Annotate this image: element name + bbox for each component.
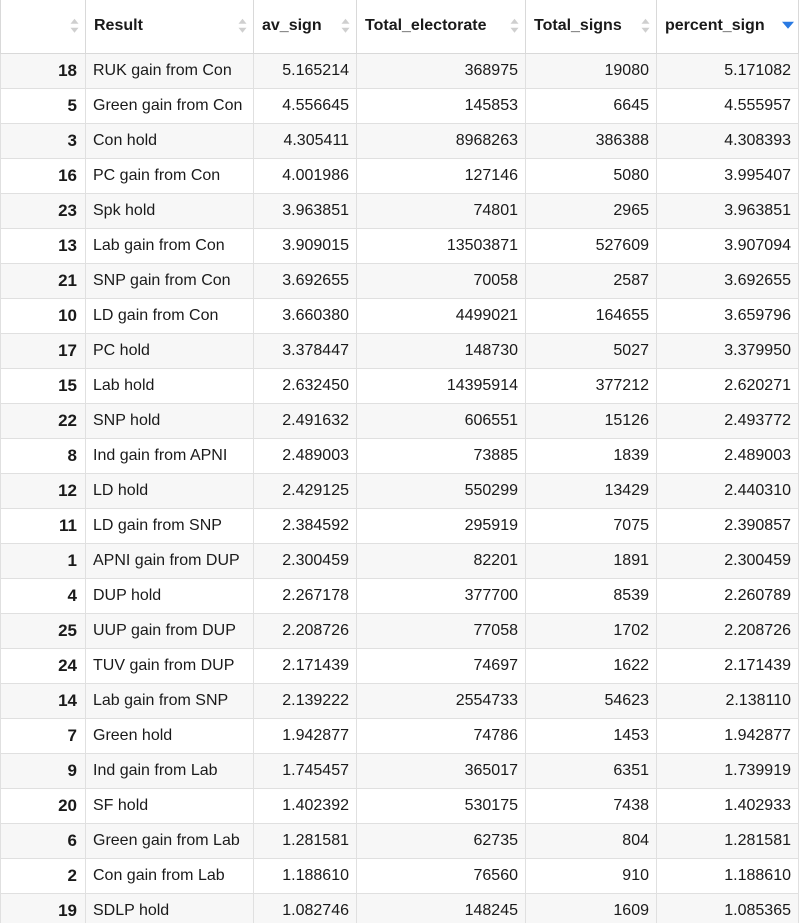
total-electorate-cell: 4499021 xyxy=(357,299,526,334)
table-row[interactable] xyxy=(1,54,799,89)
table-header xyxy=(1,0,799,54)
total-signs-cell: 164655 xyxy=(526,299,657,334)
table-row[interactable] xyxy=(1,194,799,229)
row-index: 9 xyxy=(1,754,86,789)
percent-sign-cell: 2.171439 xyxy=(657,649,799,684)
av-sign-cell: 3.692655 xyxy=(254,264,357,299)
result-cell: DUP hold xyxy=(86,579,254,614)
column-header-total-signs[interactable] xyxy=(526,0,657,54)
total-electorate-cell: 74801 xyxy=(357,194,526,229)
result-cell: Con hold xyxy=(86,124,254,159)
total-signs-cell: 1453 xyxy=(526,719,657,754)
av-sign-cell: 3.963851 xyxy=(254,194,357,229)
result-cell: LD gain from SNP xyxy=(86,509,254,544)
total-electorate-cell: 13503871 xyxy=(357,229,526,264)
row-index: 24 xyxy=(1,649,86,684)
percent-sign-cell: 1.739919 xyxy=(657,754,799,789)
total-electorate-cell: 70058 xyxy=(357,264,526,299)
total-electorate-cell: 2554733 xyxy=(357,684,526,719)
result-cell: Green gain from Lab xyxy=(86,824,254,859)
total-signs-cell: 5027 xyxy=(526,334,657,369)
result-cell: RUK gain from Con xyxy=(86,54,254,89)
result-cell: LD hold xyxy=(86,474,254,509)
sort-descending-icon[interactable] xyxy=(782,17,794,33)
result-cell: Ind gain from Lab xyxy=(86,754,254,789)
total-electorate-cell: 368975 xyxy=(357,54,526,89)
row-index: 1 xyxy=(1,544,86,579)
av-sign-cell: 1.745457 xyxy=(254,754,357,789)
percent-sign-cell: 3.963851 xyxy=(657,194,799,229)
row-index: 3 xyxy=(1,124,86,159)
total-electorate-cell: 14395914 xyxy=(357,369,526,404)
column-header-result[interactable] xyxy=(86,0,254,54)
header-row xyxy=(1,0,799,54)
percent-sign-cell: 1.281581 xyxy=(657,824,799,859)
percent-sign-cell: 1.942877 xyxy=(657,719,799,754)
result-cell: LD gain from Con xyxy=(86,299,254,334)
total-electorate-cell: 550299 xyxy=(357,474,526,509)
percent-sign-cell: 2.620271 xyxy=(657,369,799,404)
total-electorate-cell: 606551 xyxy=(357,404,526,439)
result-cell: Spk hold xyxy=(86,194,254,229)
result-cell: Lab gain from SNP xyxy=(86,684,254,719)
table-row[interactable] xyxy=(1,124,799,159)
row-index: 20 xyxy=(1,789,86,824)
result-cell: Lab hold xyxy=(86,369,254,404)
av-sign-cell: 1.942877 xyxy=(254,719,357,754)
row-index: 15 xyxy=(1,369,86,404)
av-sign-cell: 5.165214 xyxy=(254,54,357,89)
percent-sign-cell: 2.208726 xyxy=(657,614,799,649)
row-index: 25 xyxy=(1,614,86,649)
row-index: 21 xyxy=(1,264,86,299)
av-sign-cell: 2.632450 xyxy=(254,369,357,404)
row-index: 13 xyxy=(1,229,86,264)
total-signs-cell: 19080 xyxy=(526,54,657,89)
av-sign-cell: 4.001986 xyxy=(254,159,357,194)
table-row[interactable] xyxy=(1,334,799,369)
result-cell: Con gain from Lab xyxy=(86,859,254,894)
result-cell: Lab gain from Con xyxy=(86,229,254,264)
column-header-label: Total_electorate xyxy=(365,17,487,35)
column-header-av-sign[interactable] xyxy=(254,0,357,54)
av-sign-cell: 3.660380 xyxy=(254,299,357,334)
av-sign-cell: 1.188610 xyxy=(254,859,357,894)
row-index: 14 xyxy=(1,684,86,719)
percent-sign-cell: 1.188610 xyxy=(657,859,799,894)
result-cell: Green hold xyxy=(86,719,254,754)
av-sign-cell: 4.556645 xyxy=(254,89,357,124)
table-body xyxy=(1,54,799,923)
total-signs-cell: 8539 xyxy=(526,579,657,614)
percent-sign-cell: 3.379950 xyxy=(657,334,799,369)
av-sign-cell: 2.139222 xyxy=(254,684,357,719)
total-electorate-cell: 148245 xyxy=(357,894,526,923)
av-sign-cell: 2.384592 xyxy=(254,509,357,544)
av-sign-cell: 1.082746 xyxy=(254,894,357,923)
percent-sign-cell: 3.692655 xyxy=(657,264,799,299)
av-sign-cell: 2.300459 xyxy=(254,544,357,579)
total-electorate-cell: 148730 xyxy=(357,334,526,369)
total-signs-cell: 7438 xyxy=(526,789,657,824)
row-index: 19 xyxy=(1,894,86,923)
table-row[interactable] xyxy=(1,544,799,579)
total-signs-cell: 377212 xyxy=(526,369,657,404)
total-electorate-cell: 295919 xyxy=(357,509,526,544)
result-cell: APNI gain from DUP xyxy=(86,544,254,579)
av-sign-cell: 3.378447 xyxy=(254,334,357,369)
total-electorate-cell: 377700 xyxy=(357,579,526,614)
total-electorate-cell: 76560 xyxy=(357,859,526,894)
total-signs-cell: 15126 xyxy=(526,404,657,439)
total-electorate-cell: 365017 xyxy=(357,754,526,789)
row-index: 17 xyxy=(1,334,86,369)
av-sign-cell: 2.267178 xyxy=(254,579,357,614)
table-row[interactable] xyxy=(1,649,799,684)
total-signs-cell: 1891 xyxy=(526,544,657,579)
sort-icon[interactable] xyxy=(341,17,350,33)
total-electorate-cell: 73885 xyxy=(357,439,526,474)
table-row[interactable] xyxy=(1,229,799,264)
percent-sign-cell: 1.402933 xyxy=(657,789,799,824)
total-signs-cell: 1622 xyxy=(526,649,657,684)
column-header-label: av_sign xyxy=(262,17,322,35)
column-header-percent-sign[interactable] xyxy=(657,0,799,54)
percent-sign-cell: 3.659796 xyxy=(657,299,799,334)
result-cell: Ind gain from APNI xyxy=(86,439,254,474)
av-sign-cell: 2.171439 xyxy=(254,649,357,684)
result-cell: UUP gain from DUP xyxy=(86,614,254,649)
total-signs-cell: 2587 xyxy=(526,264,657,299)
table-row[interactable] xyxy=(1,404,799,439)
sort-icon[interactable] xyxy=(70,17,79,33)
av-sign-cell: 2.208726 xyxy=(254,614,357,649)
table-row[interactable] xyxy=(1,719,799,754)
column-header-label: Total_signs xyxy=(534,17,622,35)
result-cell: SF hold xyxy=(86,789,254,824)
total-signs-cell: 54623 xyxy=(526,684,657,719)
table-row[interactable] xyxy=(1,299,799,334)
av-sign-cell: 2.489003 xyxy=(254,439,357,474)
percent-sign-cell: 2.493772 xyxy=(657,404,799,439)
table-row[interactable] xyxy=(1,264,799,299)
total-signs-cell: 1702 xyxy=(526,614,657,649)
table-row[interactable] xyxy=(1,894,799,923)
percent-sign-cell: 4.555957 xyxy=(657,89,799,124)
table-row[interactable] xyxy=(1,614,799,649)
total-signs-cell: 6645 xyxy=(526,89,657,124)
table-row[interactable] xyxy=(1,474,799,509)
table-row[interactable] xyxy=(1,369,799,404)
sort-icon[interactable] xyxy=(238,17,247,33)
total-electorate-cell: 127146 xyxy=(357,159,526,194)
row-index: 8 xyxy=(1,439,86,474)
av-sign-cell: 4.305411 xyxy=(254,124,357,159)
total-electorate-cell: 62735 xyxy=(357,824,526,859)
total-signs-cell: 804 xyxy=(526,824,657,859)
table-row[interactable] xyxy=(1,684,799,719)
row-index: 6 xyxy=(1,824,86,859)
table-row[interactable] xyxy=(1,579,799,614)
percent-sign-cell: 4.308393 xyxy=(657,124,799,159)
total-signs-cell: 2965 xyxy=(526,194,657,229)
column-header-label: percent_sign xyxy=(665,17,765,35)
column-header-index[interactable] xyxy=(1,0,86,54)
percent-sign-cell: 3.995407 xyxy=(657,159,799,194)
total-electorate-cell: 530175 xyxy=(357,789,526,824)
table-row[interactable] xyxy=(1,89,799,124)
result-cell: SDLP hold xyxy=(86,894,254,923)
av-sign-cell: 1.402392 xyxy=(254,789,357,824)
total-signs-cell: 1609 xyxy=(526,894,657,923)
total-electorate-cell: 77058 xyxy=(357,614,526,649)
result-cell: TUV gain from DUP xyxy=(86,649,254,684)
row-index: 18 xyxy=(1,54,86,89)
total-signs-cell: 5080 xyxy=(526,159,657,194)
total-signs-cell: 1839 xyxy=(526,439,657,474)
percent-sign-cell: 2.260789 xyxy=(657,579,799,614)
table-row[interactable] xyxy=(1,789,799,824)
row-index: 5 xyxy=(1,89,86,124)
percent-sign-cell: 2.390857 xyxy=(657,509,799,544)
percent-sign-cell: 5.171082 xyxy=(657,54,799,89)
percent-sign-cell: 2.138110 xyxy=(657,684,799,719)
total-electorate-cell: 145853 xyxy=(357,89,526,124)
av-sign-cell: 2.429125 xyxy=(254,474,357,509)
table-row[interactable] xyxy=(1,824,799,859)
av-sign-cell: 2.491632 xyxy=(254,404,357,439)
result-cell: SNP hold xyxy=(86,404,254,439)
table-row[interactable] xyxy=(1,509,799,544)
result-cell: Green gain from Con xyxy=(86,89,254,124)
row-index: 12 xyxy=(1,474,86,509)
result-cell: SNP gain from Con xyxy=(86,264,254,299)
av-sign-cell: 1.281581 xyxy=(254,824,357,859)
column-header-total-electorate[interactable] xyxy=(357,0,526,54)
result-cell: PC gain from Con xyxy=(86,159,254,194)
total-signs-cell: 13429 xyxy=(526,474,657,509)
av-sign-cell: 3.909015 xyxy=(254,229,357,264)
row-index: 23 xyxy=(1,194,86,229)
row-index: 22 xyxy=(1,404,86,439)
row-index: 4 xyxy=(1,579,86,614)
row-index: 7 xyxy=(1,719,86,754)
result-cell: PC hold xyxy=(86,334,254,369)
total-electorate-cell: 82201 xyxy=(357,544,526,579)
sort-icon[interactable] xyxy=(510,17,519,33)
column-header-label: Result xyxy=(94,17,143,35)
total-signs-cell: 7075 xyxy=(526,509,657,544)
row-index: 16 xyxy=(1,159,86,194)
percent-sign-cell: 3.907094 xyxy=(657,229,799,264)
percent-sign-cell: 2.300459 xyxy=(657,544,799,579)
row-index: 10 xyxy=(1,299,86,334)
total-signs-cell: 527609 xyxy=(526,229,657,264)
total-electorate-cell: 74697 xyxy=(357,649,526,684)
table-row[interactable] xyxy=(1,859,799,894)
row-index: 2 xyxy=(1,859,86,894)
total-electorate-cell: 8968263 xyxy=(357,124,526,159)
percent-sign-cell: 2.440310 xyxy=(657,474,799,509)
total-signs-cell: 910 xyxy=(526,859,657,894)
percent-sign-cell: 1.085365 xyxy=(657,894,799,923)
total-signs-cell: 386388 xyxy=(526,124,657,159)
table-row[interactable] xyxy=(1,439,799,474)
table-row[interactable] xyxy=(1,754,799,789)
table-row[interactable] xyxy=(1,159,799,194)
percent-sign-cell: 2.489003 xyxy=(657,439,799,474)
total-signs-cell: 6351 xyxy=(526,754,657,789)
total-electorate-cell: 74786 xyxy=(357,719,526,754)
sort-icon[interactable] xyxy=(641,17,650,33)
row-index: 11 xyxy=(1,509,86,544)
